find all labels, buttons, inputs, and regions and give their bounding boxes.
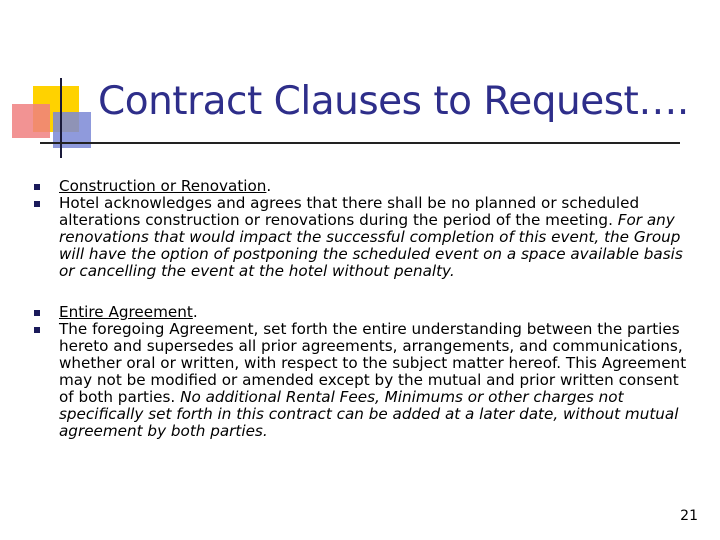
clause-text-entire-agreement [34, 321, 694, 440]
bullet-icon [34, 184, 40, 190]
logo-red-square [12, 104, 50, 138]
clause-heading-entire-agreement [34, 304, 694, 321]
logo-decoration [0, 0, 110, 170]
bullet-icon [34, 310, 40, 316]
slide-body [34, 178, 694, 440]
clause-text-construction [34, 195, 694, 280]
clause-heading-construction [34, 178, 694, 195]
clause-text: Hotel acknowledges and agrees that there shall be no planned or scheduled alterations construction or renovations during the period of the meeting. [59, 194, 640, 229]
clause-heading-text: Entire Agreement [59, 303, 193, 321]
clause-heading-suffix: . [266, 177, 272, 195]
logo-vertical-line [60, 78, 62, 158]
clause-heading-suffix: . [192, 303, 198, 321]
bullet-icon [34, 201, 40, 207]
slide-title: Contract Clauses to Request…. [98, 79, 689, 124]
bullet-icon [34, 327, 40, 333]
page-number: 21 [680, 508, 698, 524]
title-underline [40, 142, 680, 144]
clause-italic-text: For any renovations that would impact the successful completion of this event, the Group will have the option of postponing the scheduled event on a space available basis or cancelling the event at the hotel without penalty. [59, 211, 683, 280]
clause-italic-text: No additional Rental Fees, Minimums or other charges not specifically set forth in this contract can be added at a later date, without mutual agreement by both parties. [59, 388, 679, 440]
clause-heading-text: Construction or Renovation [59, 177, 267, 195]
clause-text: The foregoing Agreement, set forth the entire understanding between the parties hereto and supersedes all prior agreements, arrangements, and communications, whether oral or written, with respect to the subject matter hereof. This Agreement may not be modified or amended except by the mutual and prior written consent of both parties. [59, 320, 687, 406]
